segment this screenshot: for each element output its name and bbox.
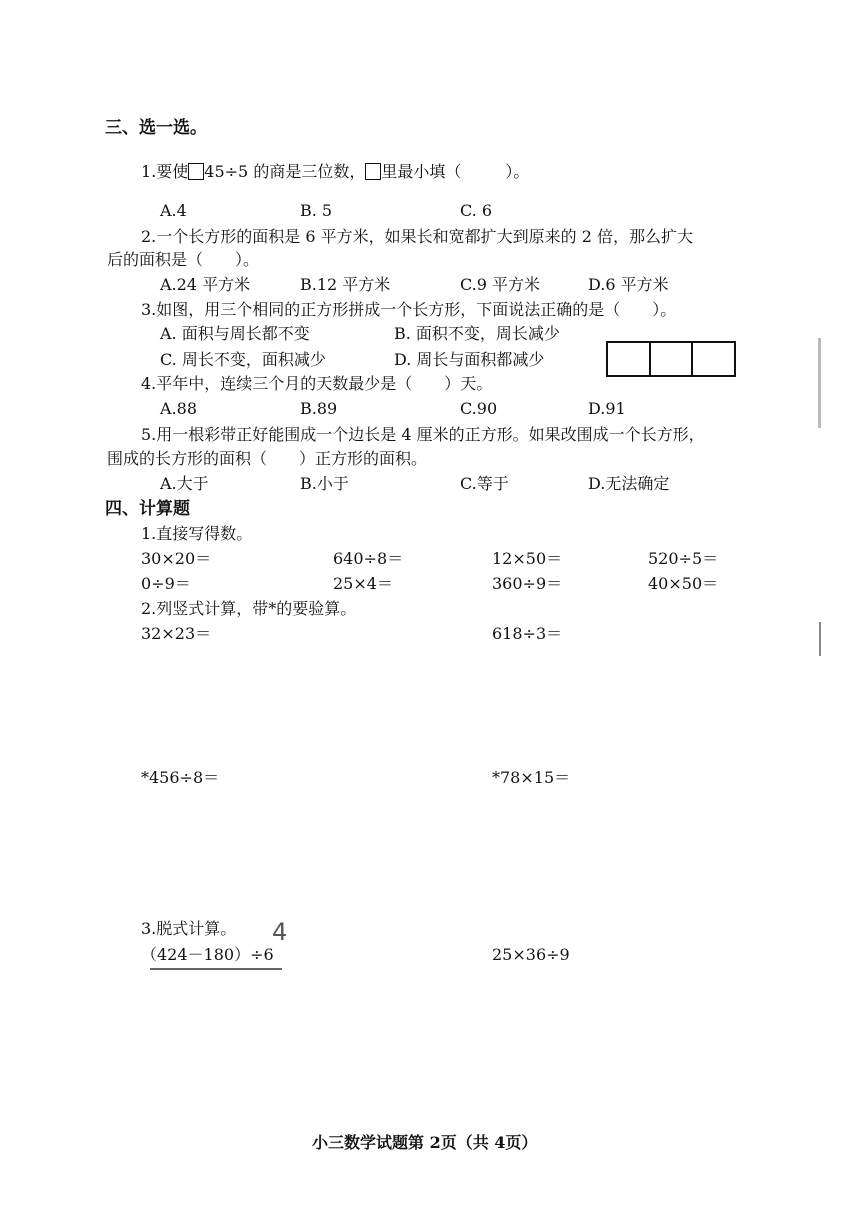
page-footer: 小三数学试题第 2页（共 4页） [312,1133,538,1152]
q2-option-d: D.6 平方米 [588,275,669,294]
oral-calc-item: 40×50＝ [648,574,719,593]
oral-calc-item: 30×20＝ [141,549,212,568]
q1-end: ）。 [505,162,530,181]
oral-calc-item: 0÷9＝ [141,574,191,593]
part-1-title: 1.直接写得数。 [141,524,253,543]
scan-artifact [818,338,821,428]
q4-option-d: D.91 [588,399,626,418]
q4-option-a: A.88 [160,399,197,418]
q2-option-b: B.12 平方米 [300,275,391,294]
part-2-title: 2.列竖式计算，带*的要验算。 [141,599,357,618]
scan-artifact [819,622,821,656]
q1-prefix: 1.要使 [141,162,189,181]
q3-option-a: A. 面积与周长都不变 [160,324,310,343]
square [608,343,651,375]
handwritten-underline [150,968,282,970]
question-4-line1: 4.平年中，连续三个月的天数最少是（ ）天。 [141,374,493,393]
vertical-calc-item: 32×23＝ [141,624,212,643]
oral-calc-item: 520÷5＝ [648,549,719,568]
q3-option-b: B. 面积不变，周长减少 [394,324,560,343]
q4-option-c: C.90 [460,399,498,418]
oral-calc-item: 25×4＝ [333,574,393,593]
three-squares-figure [606,341,736,377]
q5-option-d: D.无法确定 [588,474,670,493]
q5-option-b: B.小于 [300,474,349,493]
q1-suffix: 里最小填（ [381,162,462,181]
handwritten-answer: 4 [272,918,288,946]
q3-option-c: C. 周长不变，面积减少 [160,350,326,369]
q5-option-c: C.等于 [460,474,509,493]
q1-middle: 45÷5 的商是三位数， [204,162,366,181]
vertical-calc-item: *78×15＝ [492,768,571,787]
q5-option-a: A.大于 [160,474,209,493]
q1-option-b: B. 5 [300,201,333,220]
oral-calc-item: 12×50＝ [492,549,563,568]
answer-box [188,163,204,180]
q1-option-a: A.4 [160,201,187,220]
q1-option-c: C. 6 [460,201,493,220]
q3-option-d: D. 周长与面积都减少 [394,350,545,369]
question-2-line2: 后的面积是（ ）。 [107,250,260,269]
vertical-calc-item: 618÷3＝ [492,624,563,643]
section-3-heading: 三、选一选。 [105,118,207,138]
q2-option-c: C.9 平方米 [460,275,541,294]
question-2-line1: 2.一个长方形的面积是 6 平方米，如果长和宽都扩大到原来的 2 倍，那么扩大 [141,227,693,246]
step-calc-item: （424－180）÷6 [141,945,274,964]
question-1 [141,162,529,181]
q4-option-b: B.89 [300,399,338,418]
square [693,343,734,375]
answer-box [365,163,381,180]
part-3-title: 3.脱式计算。 [141,919,237,938]
q2-option-a: A.24 平方米 [160,275,251,294]
oral-calc-item: 360÷9＝ [492,574,563,593]
question-5-line2: 围成的长方形的面积（ ）正方形的面积。 [107,449,428,468]
section-4-heading: 四、计算题 [105,499,190,519]
vertical-calc-item: *456÷8＝ [141,768,220,787]
question-3-line1: 3.如图，用三个相同的正方形拼成一个长方形，下面说法正确的是（ ）。 [141,300,677,319]
oral-calc-item: 640÷8＝ [333,549,404,568]
step-calc-item: 25×36÷9 [492,945,570,964]
square [651,343,694,375]
question-5-line1: 5.用一根彩带正好能围成一个边长是 4 厘米的正方形。如果改围成一个长方形， [141,425,705,444]
